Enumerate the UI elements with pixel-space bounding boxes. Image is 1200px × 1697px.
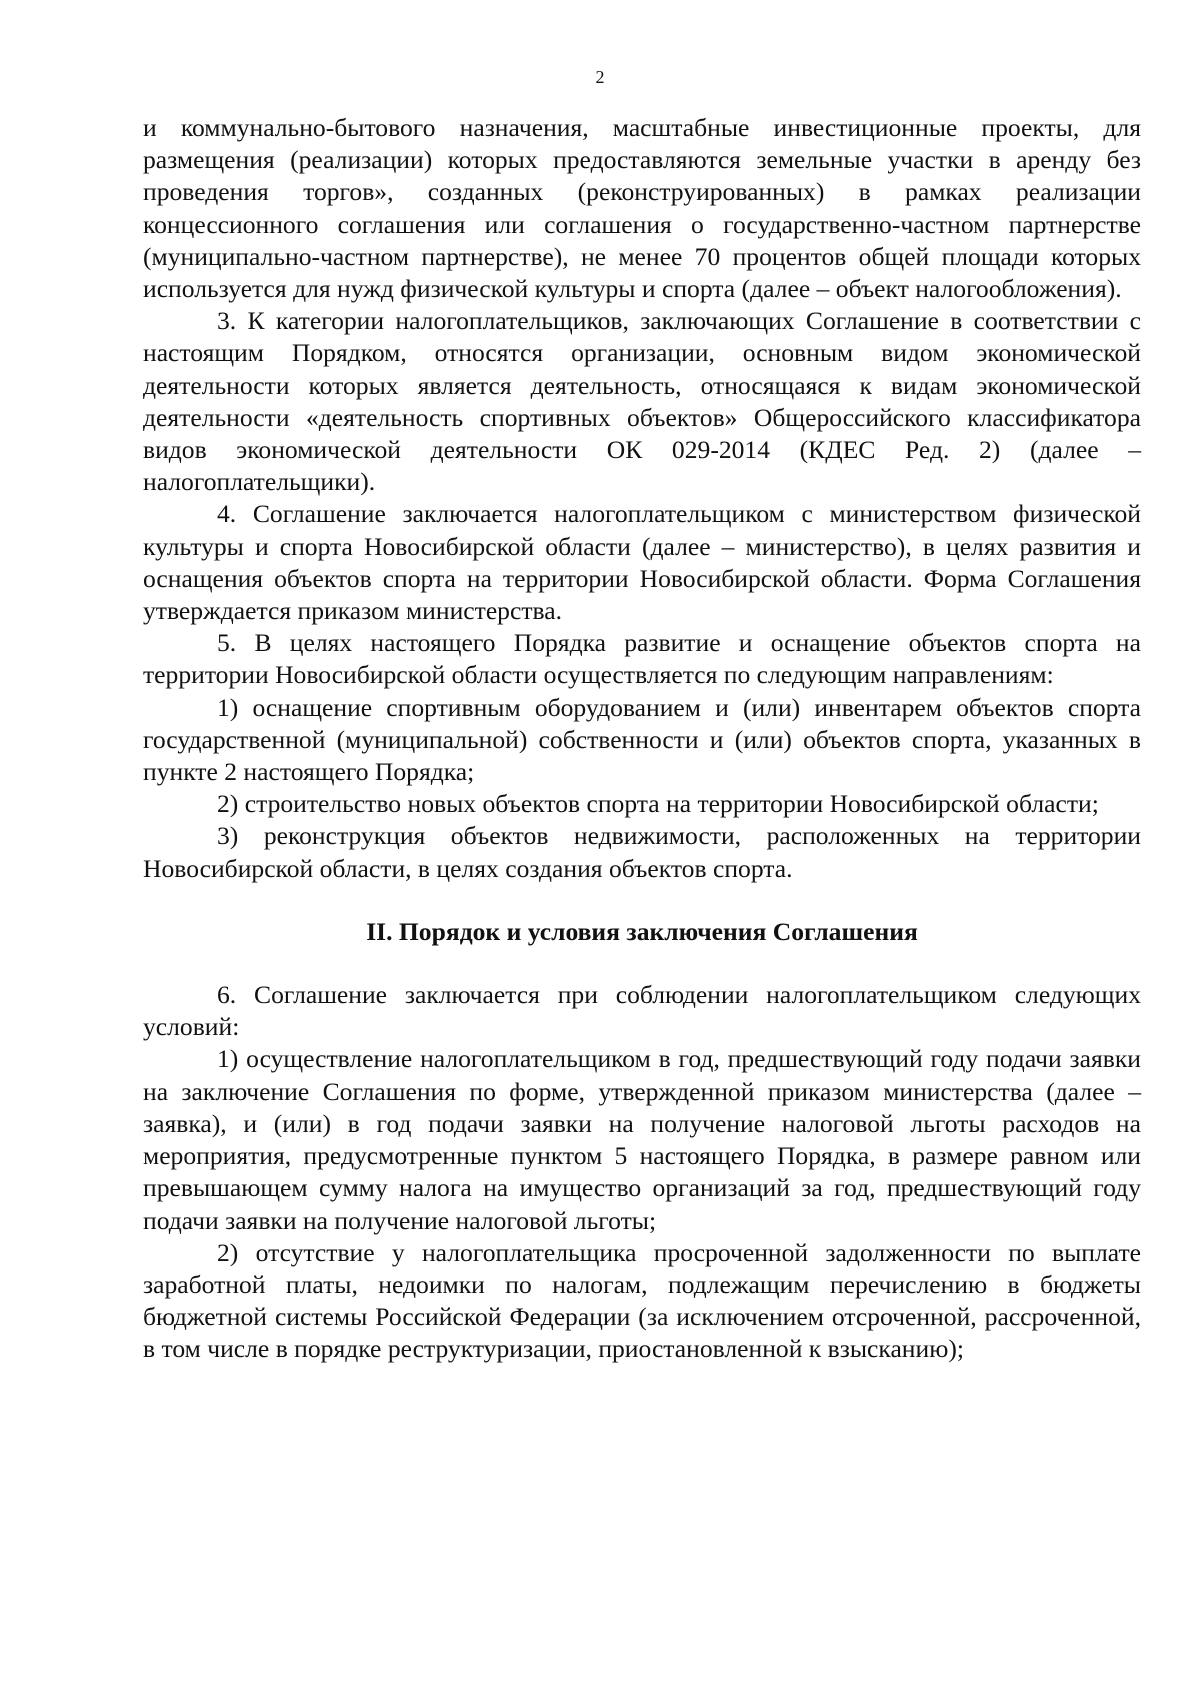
paragraph-clause-6: 6. Соглашение заключается при соблюдении налогоплательщиком следующих условий: xyxy=(143,980,1141,1042)
section-heading: II. Порядок и условия заключения Соглашения xyxy=(366,916,918,946)
paragraph-clause-3: 3. К категории налогоплательщиков, заключающих Соглашение в соответствии с настоящим Порядком, относятся организации, основным видом экономической деятельности которых является деятельность, относящаяся к видам экономической деятельности «деятельность спортивных объектов» Общероссийского классификатора видов экономической деятельности ОК 029-2014 (КДЕС Ред. 2) (далее – налогоплательщики). xyxy=(143,306,1141,497)
page-number: 2 xyxy=(595,67,605,87)
paragraph-clause-4: 4. Соглашение заключается налогоплательщиком с министерством физической культуры и спорта Новосибирской области (далее – министерство), в целях развития и оснащения объектов спорта на территории Новосибирской области. Форма Соглашения утверждается приказом министерства. xyxy=(143,499,1141,626)
list-item-5-1: 1) оснащение спортивным оборудованием и (или) инвентарем объектов спорта государственной (муниципальной) собственности и (или) объектов спорта, указанных в пункте 2 настоящего Порядка; xyxy=(143,692,1141,787)
document-body xyxy=(143,112,1141,1366)
list-item-5-2: 2) строительство новых объектов спорта на территории Новосибирской области; xyxy=(217,789,1099,819)
paragraph-continuation: и коммунально-бытового назначения, масштабные инвестиционные проекты, для размещения (реализации) которых предоставляются земельные участки в аренду без проведения торгов», созданных (реконструированных) в рамках реализации концессионного соглашения или соглашения о государственно-частном партнерстве (муниципально-частном партнерстве), не менее 70 процентов общей площади которых используется для нужд физической культуры и спорта (далее – объект налогообложения). xyxy=(143,113,1141,304)
paragraph-clause-5: 5. В целях настоящего Порядка развитие и оснащение объектов спорта на территории Новосибирской области осуществляется по следующим направлениям: xyxy=(143,628,1141,690)
list-item-5-3: 3) реконструкция объектов недвижимости, расположенных на территории Новосибирской области, в целях создания объектов спорта. xyxy=(143,821,1141,883)
list-item-6-1: 1) осуществление налогоплательщиком в год, предшествующий году подачи заявки на заключение Соглашения по форме, утвержденной приказом министерства (далее – заявка), и (или) в год подачи заявки на получение налоговой льготы расходов на мероприятия, предусмотренные пунктом 5 настоящего Порядка, в размере равном или превышающем сумму налога на имущество организаций за год, предшествующий году подачи заявки на получение налоговой льготы; xyxy=(143,1044,1141,1235)
list-item-6-2: 2) отсутствие у налогоплательщика просроченной задолженности по выплате заработной платы, недоимки по налогам, подлежащим перечислению в бюджеты бюджетной системы Российской Федерации (за исключением отсроченной, рассроченной, в том числе в порядке реструктуризации, приостановленной к взысканию); xyxy=(143,1237,1141,1364)
